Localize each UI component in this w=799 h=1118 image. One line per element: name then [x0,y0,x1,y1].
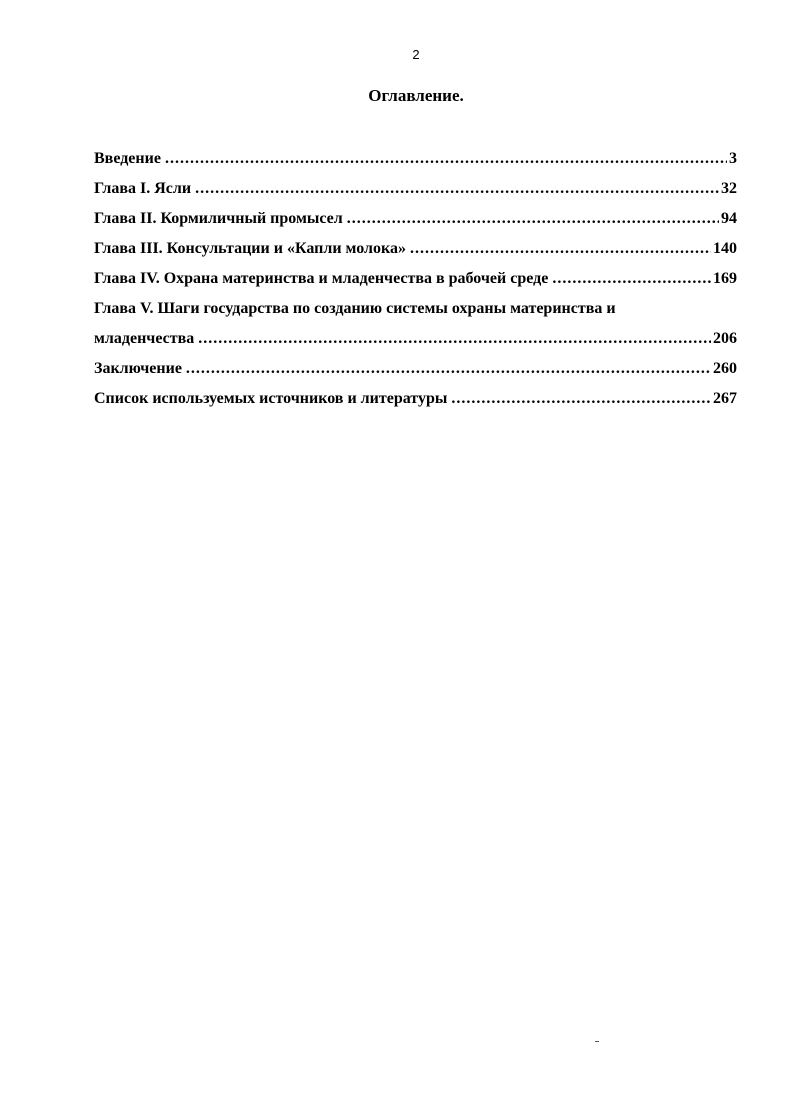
dot-leader [552,264,711,294]
toc-entry-title: Введение [94,150,161,167]
table-of-contents [94,144,737,414]
dot-leader [451,384,711,414]
toc-entry-title: Список используемых источников и литературы [94,390,448,407]
toc-entry-page: 206 [713,330,737,347]
toc-entry-introduction[interactable] [94,144,737,174]
toc-entry-title: Глава II. Кормиличный промысел [94,210,343,227]
toc-entry-page: 169 [713,270,737,287]
toc-entry-title: Глава I. Ясли [94,180,192,197]
page-title: Оглавление. [368,86,464,105]
dot-leader [410,234,711,264]
toc-entry-chapter-3[interactable] [94,234,737,264]
scan-mark [595,1041,599,1042]
toc-entry-title: Глава III. Консультации и «Капли молока» [94,240,406,257]
toc-entry-chapter-1[interactable] [94,174,737,204]
toc-entry-conclusion[interactable] [94,354,737,384]
toc-entry-title: Глава V. Шаги государства по созданию системы охраны материнства и [94,300,616,317]
dot-leader [195,174,719,204]
toc-entry-chapter-4[interactable] [94,264,737,294]
dot-leader [347,204,719,234]
toc-entry-page: 267 [713,390,737,407]
page-number: 2 [412,47,420,62]
toc-entry-page: 94 [721,210,737,227]
toc-entry-page: 3 [729,150,737,167]
toc-entry-page: 260 [713,360,737,377]
toc-entry-page: 140 [713,240,737,257]
toc-entry-bibliography[interactable] [94,384,737,414]
toc-entry-title: Глава IV. Охрана материнства и младенчества в рабочей среде [94,270,549,287]
toc-entry-title: младенчества [94,330,195,347]
dot-leader [186,354,711,384]
toc-entry-page: 32 [721,180,737,197]
toc-entry-chapter-5-line-1[interactable] [94,294,737,324]
dot-leader [165,144,727,174]
toc-entry-chapter-2[interactable] [94,204,737,234]
toc-entry-title: Заключение [94,360,182,377]
dot-leader [198,324,711,354]
toc-entry-chapter-5-line-2[interactable] [94,324,737,354]
